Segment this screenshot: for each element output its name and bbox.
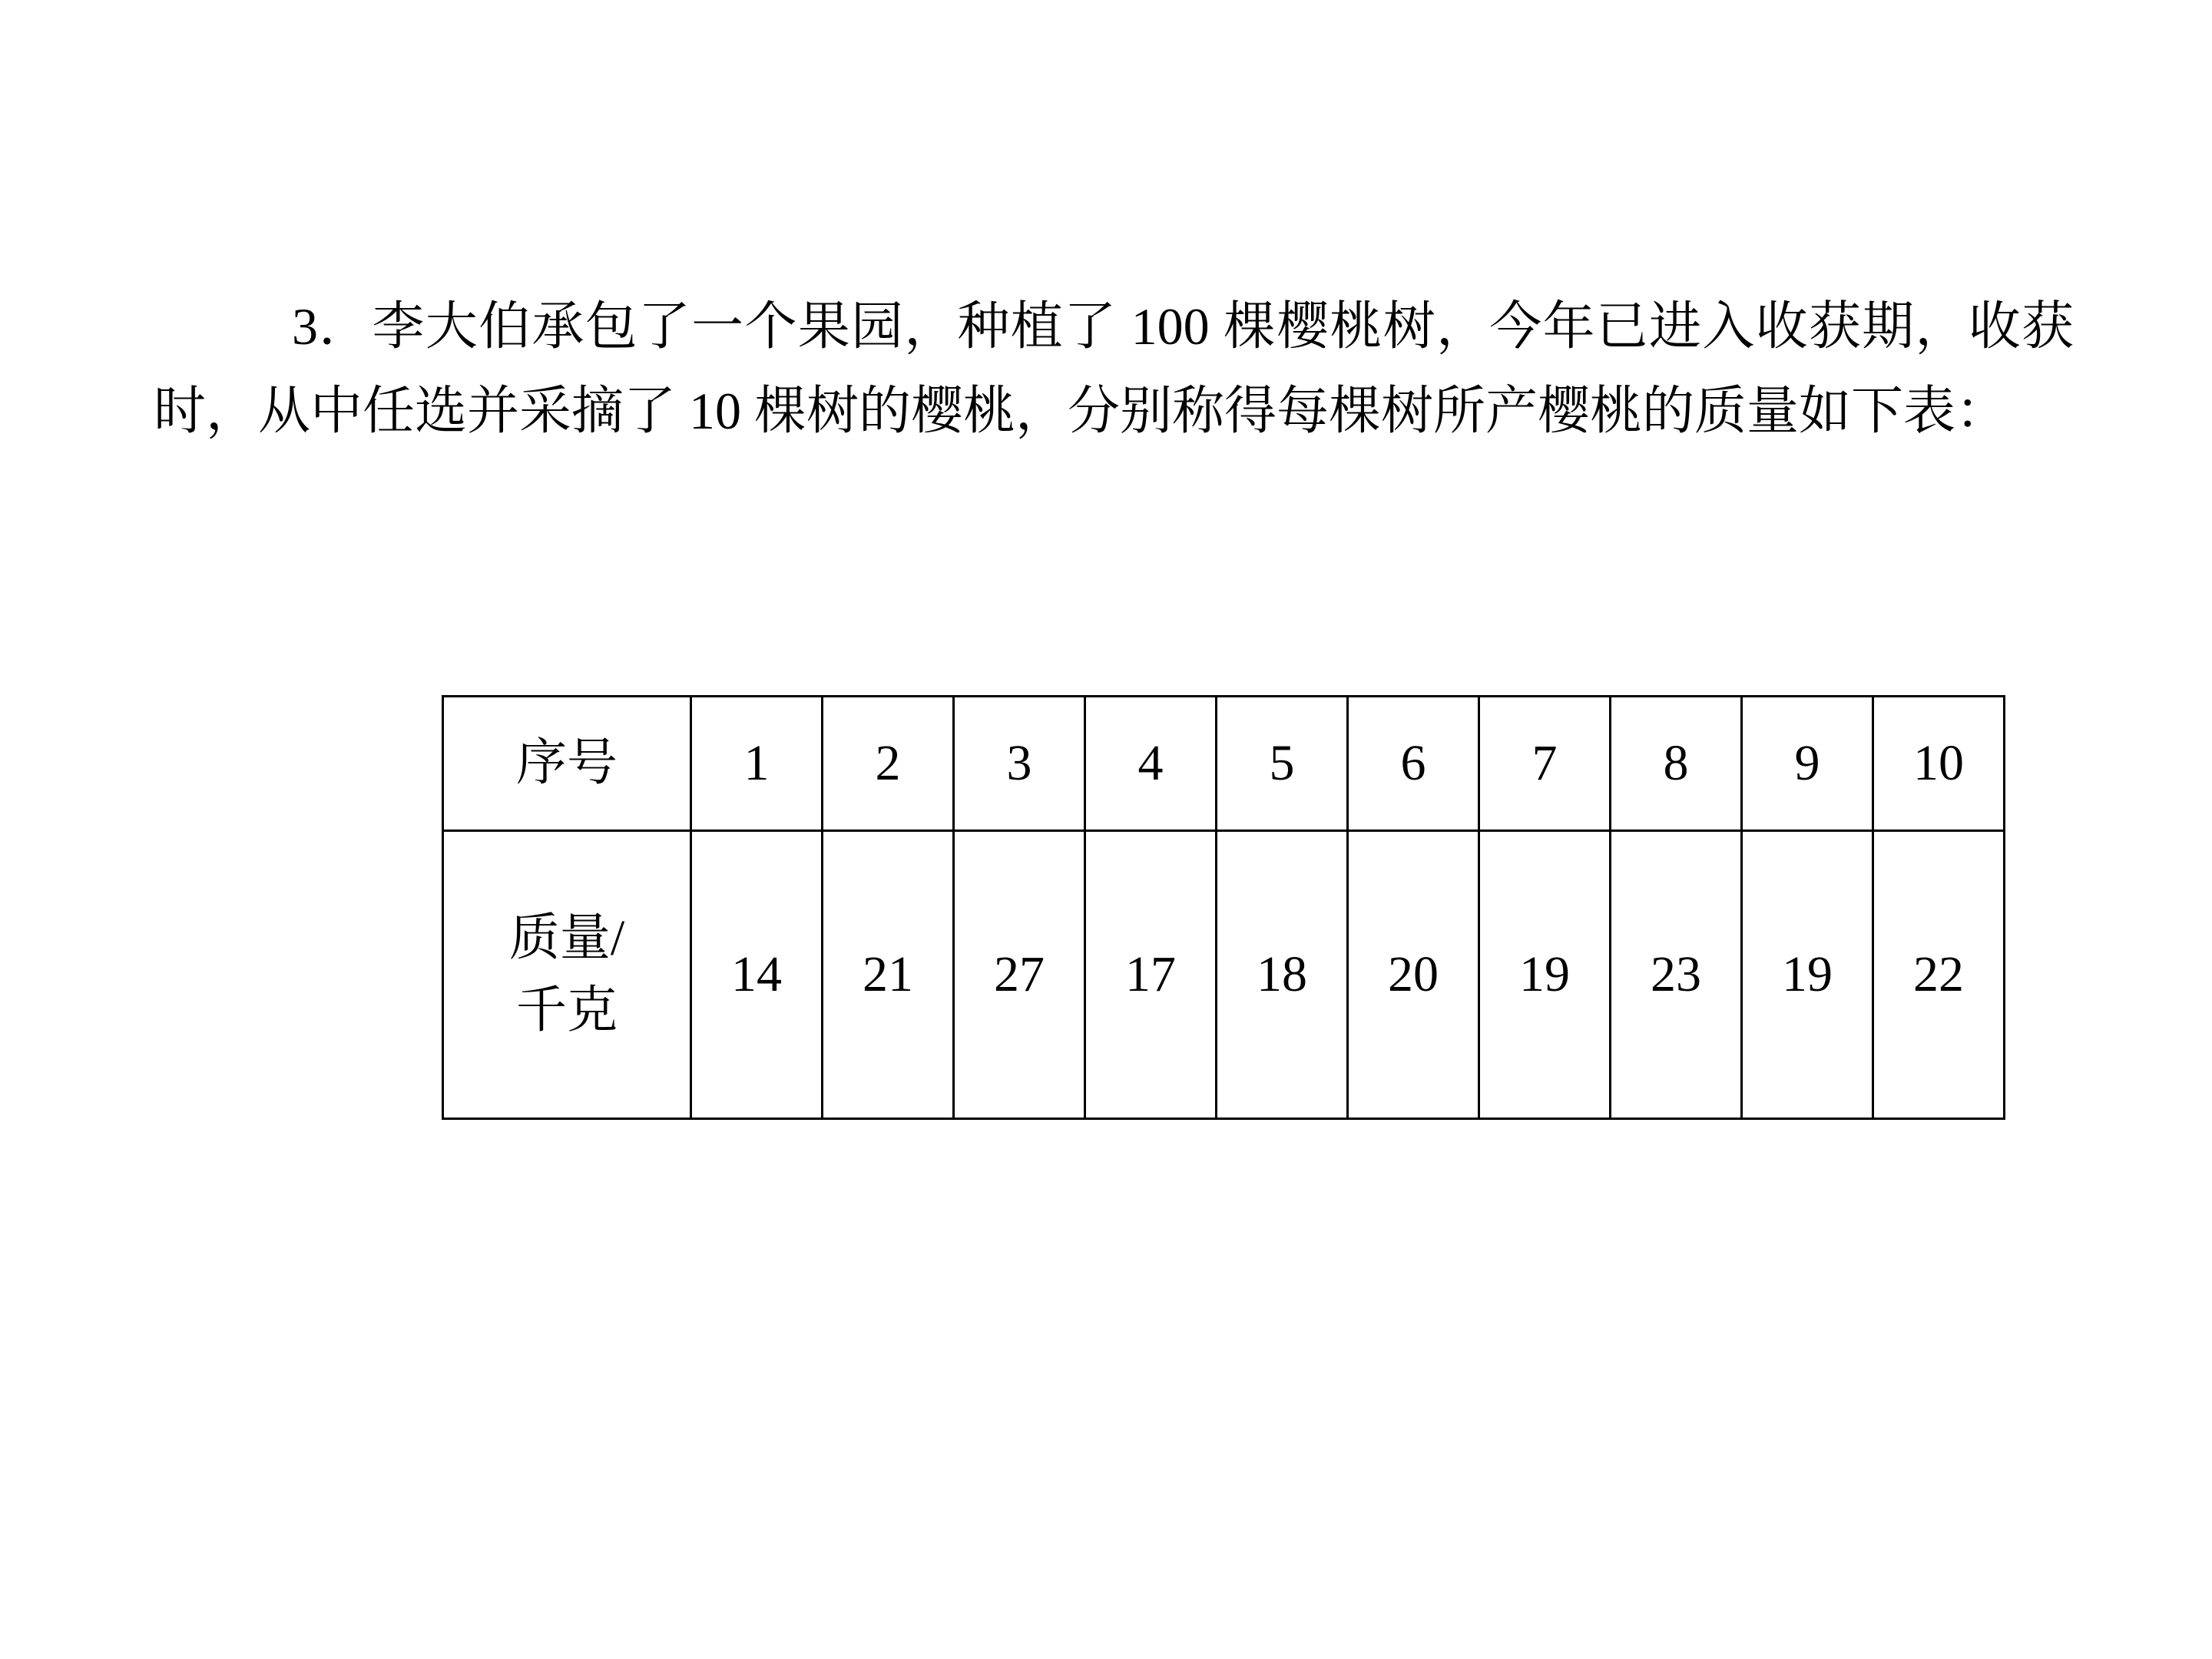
index-cell-2: 2	[823, 697, 954, 831]
index-cell-10: 10	[1873, 697, 2005, 831]
question-number: 3．	[292, 297, 373, 356]
index-cell-3: 3	[954, 697, 1085, 831]
index-cell-5: 5	[1217, 697, 1348, 831]
row-header-mass	[443, 831, 691, 1119]
index-cell-1: 1	[691, 697, 823, 831]
row-header-mass-line2: 千克	[516, 982, 618, 1038]
index-cell-4: 4	[1085, 697, 1217, 831]
question-line-3: 每棵树所产樱桃的质量如下表：	[1277, 382, 2008, 441]
mass-cell-6: 20	[1348, 831, 1479, 1119]
question-line-1: 李大伯承包了一个果园，种植了 100 棵樱桃树，今年已进	[372, 297, 1703, 356]
mass-cell-2: 21	[823, 831, 954, 1119]
index-cell-7: 7	[1479, 697, 1611, 831]
mass-cell-5: 18	[1217, 831, 1348, 1119]
mass-cell-10: 22	[1873, 831, 2005, 1119]
question-line-2: 入收获期，收获时，从中任选并采摘了 10 棵树的樱桃，分别称得	[154, 297, 2074, 441]
cherry-mass-table	[442, 695, 2005, 1120]
row-header-index: 序号	[443, 697, 691, 831]
index-cell-8: 8	[1611, 697, 1742, 831]
cherry-mass-table-wrapper	[442, 695, 2005, 1120]
index-cell-9: 9	[1742, 697, 1873, 831]
question-text	[154, 284, 2074, 453]
question-block	[154, 284, 2074, 453]
table-row	[443, 831, 2005, 1119]
mass-cell-3: 27	[954, 831, 1085, 1119]
table-row	[443, 697, 2005, 831]
mass-cell-8: 23	[1611, 831, 1742, 1119]
mass-cell-7: 19	[1479, 831, 1611, 1119]
row-header-mass-line1: 质量/	[508, 910, 625, 967]
index-cell-6: 6	[1348, 697, 1479, 831]
mass-cell-9: 19	[1742, 831, 1873, 1119]
mass-cell-1: 14	[691, 831, 823, 1119]
mass-cell-4: 17	[1085, 831, 1217, 1119]
